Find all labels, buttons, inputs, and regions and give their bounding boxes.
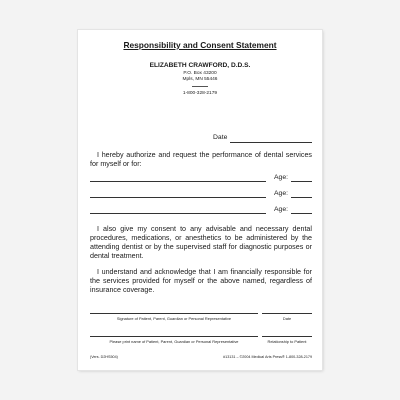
address-line-2: Mpls, MN 55446 bbox=[182, 77, 218, 82]
relationship-line[interactable] bbox=[262, 336, 312, 337]
age-label-3: Age: bbox=[274, 206, 288, 213]
age-label-2: Age: bbox=[274, 190, 288, 197]
date-label: Date bbox=[213, 134, 228, 141]
patient-name-line-2[interactable] bbox=[90, 197, 266, 198]
signature-date-line[interactable] bbox=[262, 313, 312, 314]
age-line-2[interactable] bbox=[291, 197, 312, 198]
print-name-line[interactable] bbox=[90, 336, 258, 337]
age-line-1[interactable] bbox=[291, 181, 312, 182]
signature-label: Signature of Patient, Parent, Guardian or Personal Representative bbox=[116, 316, 232, 321]
office-phone: 1-800-328-2179 bbox=[182, 91, 218, 96]
relationship-label: Relationship to Patient bbox=[267, 339, 307, 344]
patient-name-line-3[interactable] bbox=[90, 213, 266, 214]
age-line-3[interactable] bbox=[291, 213, 312, 214]
signature-line[interactable] bbox=[90, 313, 258, 314]
form-title: Responsibility and Consent Statement bbox=[123, 40, 277, 50]
address-line-1: P.O. Box 43200 bbox=[183, 71, 217, 76]
authorization-paragraph: I hereby authorize and request the performance of dental services for myself or for: bbox=[90, 151, 312, 168]
age-label-1: Age: bbox=[274, 174, 288, 181]
patient-name-line-1[interactable] bbox=[90, 181, 266, 182]
consent-form-sheet bbox=[78, 30, 322, 370]
financial-paragraph: I understand and acknowledge that I am financially responsible for the services provided for myself or the above named, regardless of insurance coverage. bbox=[90, 268, 312, 294]
print-name-label: Please print name of Patient, Parent, Guardian or Personal Representative bbox=[109, 339, 239, 344]
form-version: (Vers. D2HS504) bbox=[90, 355, 118, 359]
date-line[interactable] bbox=[230, 142, 312, 143]
signature-date-label: Date bbox=[282, 316, 292, 321]
consent-paragraph: I also give my consent to any advisable and necessary dental procedures, medications, or anesthetics to be administered by the attending dentist or by the supervised staff for diagnostic purposes or dental treatment. bbox=[90, 225, 312, 260]
dentist-name: ELIZABETH CRAWFORD, D.D.S. bbox=[149, 62, 251, 69]
address-divider bbox=[192, 86, 208, 87]
publisher-footer: #13131 – ©2004 Medical Arts Press® 1-800-328-2179 bbox=[223, 355, 312, 359]
